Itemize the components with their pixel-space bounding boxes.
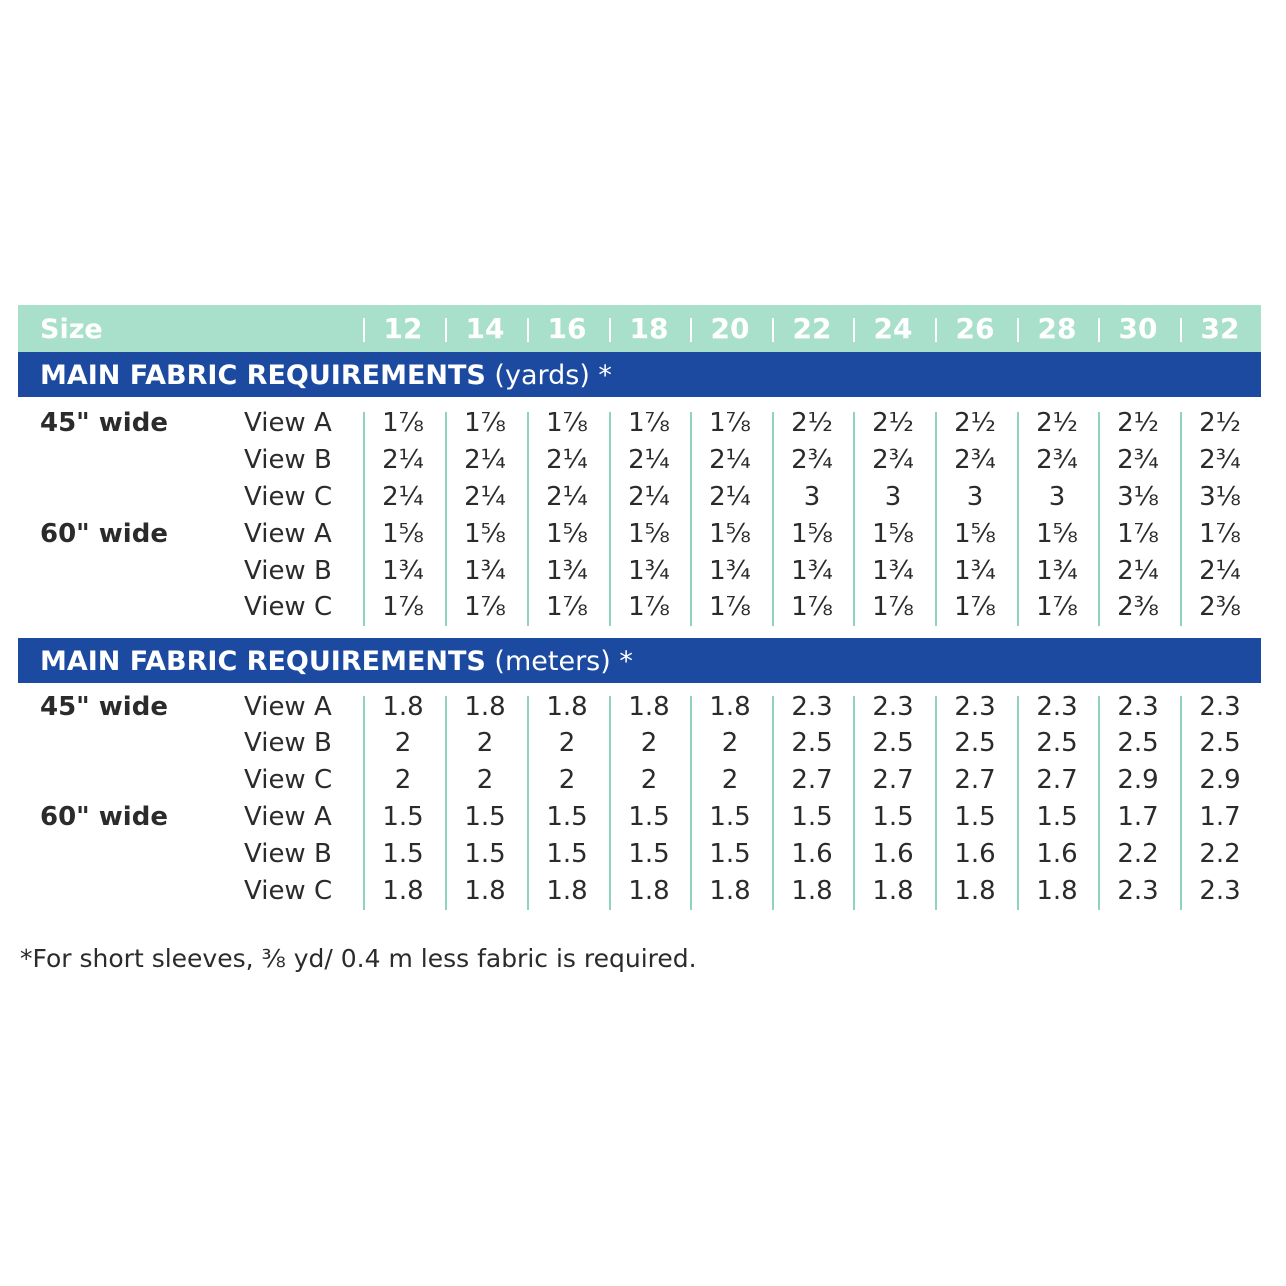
table-cell: 2.7 bbox=[872, 765, 914, 795]
size-header-24: 24 bbox=[873, 312, 913, 345]
table-cell: 1.8 bbox=[1036, 876, 1078, 906]
table-cell: 2¾ bbox=[1199, 445, 1241, 475]
table-cell: 1¾ bbox=[628, 556, 670, 586]
row-view-label: View B bbox=[244, 445, 332, 475]
table-cell: 1.5 bbox=[382, 839, 424, 869]
table-cell: 1.8 bbox=[382, 876, 424, 906]
table-cell: 1.5 bbox=[709, 839, 751, 869]
table-cell: 2¼ bbox=[628, 482, 670, 512]
row-view-label: View C bbox=[244, 876, 333, 906]
table-cell: 1.8 bbox=[709, 692, 751, 722]
table-cell: 1⅝ bbox=[1036, 519, 1078, 549]
table-cell: 2.7 bbox=[1036, 765, 1078, 795]
row-view-label: View B bbox=[244, 839, 332, 869]
table-cell: 2.5 bbox=[954, 728, 996, 758]
table-cell: 1.5 bbox=[546, 839, 588, 869]
table-cell: 2 bbox=[640, 728, 658, 758]
size-header-divider bbox=[1017, 318, 1019, 342]
table-cell: 1.8 bbox=[791, 876, 833, 906]
table-cell: 1.5 bbox=[464, 839, 506, 869]
table-cell: 2 bbox=[394, 765, 412, 795]
table-cell: 2.9 bbox=[1199, 765, 1241, 795]
table-cell: 1⅞ bbox=[872, 592, 914, 622]
table-cell: 3 bbox=[1048, 482, 1066, 512]
table-cell: 2.3 bbox=[954, 692, 996, 722]
size-header-22: 22 bbox=[792, 312, 832, 345]
table-cell: 1¾ bbox=[464, 556, 506, 586]
size-header-divider bbox=[1180, 318, 1182, 342]
size-header-16: 16 bbox=[547, 312, 587, 345]
table-cell: 1⅞ bbox=[1117, 519, 1159, 549]
size-header-28: 28 bbox=[1037, 312, 1077, 345]
table-cell: 2½ bbox=[872, 408, 914, 438]
size-header-30: 30 bbox=[1118, 312, 1158, 345]
table-cell: 1⅞ bbox=[382, 408, 424, 438]
table-cell: 1.8 bbox=[872, 876, 914, 906]
section-title-bold: MAIN FABRIC REQUIREMENTS bbox=[40, 646, 486, 677]
table-cell: 1⅞ bbox=[791, 592, 833, 622]
table-cell: 2¼ bbox=[709, 482, 751, 512]
footnote: *For short sleeves, ⅜ yd/ 0.4 m less fabric is required. bbox=[20, 944, 697, 973]
size-header-18: 18 bbox=[629, 312, 669, 345]
table-cell: 2½ bbox=[1199, 408, 1241, 438]
table-cell: 1¾ bbox=[1036, 556, 1078, 586]
table-cell: 1.8 bbox=[628, 692, 670, 722]
row-view-label: View B bbox=[244, 556, 332, 586]
table-cell: 2.7 bbox=[791, 765, 833, 795]
table-cell: 1⅞ bbox=[382, 592, 424, 622]
size-header-divider bbox=[690, 318, 692, 342]
table-cell: 1.8 bbox=[382, 692, 424, 722]
table-cell: 1⅞ bbox=[464, 408, 506, 438]
section-title bbox=[40, 646, 633, 677]
row-view-label: View C bbox=[244, 765, 333, 795]
row-group-label: 60" wide bbox=[40, 519, 168, 549]
table-cell: 2¼ bbox=[628, 445, 670, 475]
table-cell: 2.3 bbox=[1199, 876, 1241, 906]
table-cell: 1⅞ bbox=[709, 408, 751, 438]
table-cell: 2.3 bbox=[1117, 692, 1159, 722]
table-cell: 3 bbox=[884, 482, 902, 512]
table-cell: 1.8 bbox=[546, 692, 588, 722]
table-cell: 2.3 bbox=[1199, 692, 1241, 722]
table-cell: 1⅞ bbox=[1199, 519, 1241, 549]
size-header-20: 20 bbox=[710, 312, 750, 345]
table-cell: 1¾ bbox=[791, 556, 833, 586]
table-cell: 2 bbox=[476, 765, 494, 795]
table-cell: 2½ bbox=[1036, 408, 1078, 438]
size-header-14: 14 bbox=[465, 312, 505, 345]
size-header-divider bbox=[772, 318, 774, 342]
size-header-26: 26 bbox=[955, 312, 995, 345]
table-cell: 1.5 bbox=[382, 802, 424, 832]
table-cell: 1.7 bbox=[1117, 802, 1159, 832]
table-cell: 1⅝ bbox=[709, 519, 751, 549]
table-cell: 2.5 bbox=[872, 728, 914, 758]
section-title bbox=[40, 360, 612, 391]
table-cell: 2.7 bbox=[954, 765, 996, 795]
table-cell: 1⅝ bbox=[628, 519, 670, 549]
row-group-label: 45" wide bbox=[40, 408, 168, 438]
table-cell: 1¾ bbox=[872, 556, 914, 586]
table-cell: 2.5 bbox=[1199, 728, 1241, 758]
table-cell: 1⅝ bbox=[872, 519, 914, 549]
table-cell: 1⅞ bbox=[1036, 592, 1078, 622]
table-cell: 1.8 bbox=[628, 876, 670, 906]
table-cell: 2.3 bbox=[1117, 876, 1159, 906]
table-cell: 2 bbox=[476, 728, 494, 758]
table-cell: 3⅛ bbox=[1199, 482, 1241, 512]
table-cell: 2¼ bbox=[546, 482, 588, 512]
table-cell: 2¼ bbox=[464, 445, 506, 475]
table-cell: 1.5 bbox=[791, 802, 833, 832]
table-cell: 3 bbox=[803, 482, 821, 512]
table-cell: 1¾ bbox=[954, 556, 996, 586]
row-view-label: View A bbox=[244, 802, 332, 832]
table-cell: 1.8 bbox=[546, 876, 588, 906]
size-header-label: Size bbox=[40, 314, 103, 345]
table-cell: 2¾ bbox=[1036, 445, 1078, 475]
table-cell: 1¾ bbox=[709, 556, 751, 586]
row-group-label: 45" wide bbox=[40, 692, 168, 722]
table-cell: 1.5 bbox=[872, 802, 914, 832]
table-cell: 1⅞ bbox=[464, 592, 506, 622]
table-cell: 1.5 bbox=[954, 802, 996, 832]
row-group-label: 60" wide bbox=[40, 802, 168, 832]
table-cell: 1⅝ bbox=[791, 519, 833, 549]
table-cell: 1.5 bbox=[1036, 802, 1078, 832]
table-cell: 1.5 bbox=[709, 802, 751, 832]
table-cell: 2 bbox=[721, 765, 739, 795]
table-cell: 1⅞ bbox=[546, 592, 588, 622]
table-cell: 2¼ bbox=[382, 445, 424, 475]
table-cell: 1¾ bbox=[382, 556, 424, 586]
table-cell: 1.5 bbox=[546, 802, 588, 832]
table-cell: 2¼ bbox=[1199, 556, 1241, 586]
table-cell: 1⅝ bbox=[382, 519, 424, 549]
table-cell: 1⅝ bbox=[546, 519, 588, 549]
size-header-divider bbox=[445, 318, 447, 342]
row-view-label: View C bbox=[244, 482, 333, 512]
table-cell: 1.6 bbox=[872, 839, 914, 869]
size-header-divider bbox=[527, 318, 529, 342]
table-cell: 1⅝ bbox=[464, 519, 506, 549]
table-cell: 2.5 bbox=[1117, 728, 1159, 758]
size-header-divider bbox=[363, 318, 365, 342]
table-cell: 1.6 bbox=[954, 839, 996, 869]
table-cell: 2¼ bbox=[464, 482, 506, 512]
table-cell: 1.5 bbox=[628, 839, 670, 869]
row-view-label: View B bbox=[244, 728, 332, 758]
table-cell: 2½ bbox=[791, 408, 833, 438]
table-cell: 1.7 bbox=[1199, 802, 1241, 832]
table-cell: 1¾ bbox=[546, 556, 588, 586]
table-cell: 2.5 bbox=[1036, 728, 1078, 758]
table-cell: 2 bbox=[558, 728, 576, 758]
size-header-divider bbox=[1098, 318, 1100, 342]
table-cell: 1.6 bbox=[791, 839, 833, 869]
table-cell: 2¼ bbox=[709, 445, 751, 475]
size-header-32: 32 bbox=[1200, 312, 1240, 345]
table-cell: 2¾ bbox=[872, 445, 914, 475]
table-cell: 2¼ bbox=[546, 445, 588, 475]
table-cell: 1.8 bbox=[954, 876, 996, 906]
table-cell: 1⅞ bbox=[628, 592, 670, 622]
table-cell: 1.8 bbox=[464, 692, 506, 722]
table-cell: 1⅞ bbox=[709, 592, 751, 622]
table-cell: 2 bbox=[394, 728, 412, 758]
table-cell: 2½ bbox=[954, 408, 996, 438]
size-header-divider bbox=[853, 318, 855, 342]
table-cell: 2 bbox=[640, 765, 658, 795]
table-cell: 2 bbox=[558, 765, 576, 795]
row-view-label: View A bbox=[244, 519, 332, 549]
table-cell: 2¼ bbox=[382, 482, 424, 512]
table-cell: 2¾ bbox=[1117, 445, 1159, 475]
table-cell: 2.9 bbox=[1117, 765, 1159, 795]
row-view-label: View C bbox=[244, 592, 333, 622]
table-cell: 2.3 bbox=[791, 692, 833, 722]
table-cell: 1⅞ bbox=[546, 408, 588, 438]
table-cell: 2.2 bbox=[1117, 839, 1159, 869]
table-cell: 2½ bbox=[1117, 408, 1159, 438]
table-cell: 1⅞ bbox=[954, 592, 996, 622]
table-cell: 2¼ bbox=[1117, 556, 1159, 586]
table-cell: 2.3 bbox=[872, 692, 914, 722]
table-cell: 3⅛ bbox=[1117, 482, 1159, 512]
row-view-label: View A bbox=[244, 692, 332, 722]
size-header-12: 12 bbox=[383, 312, 423, 345]
table-cell: 3 bbox=[966, 482, 984, 512]
table-cell: 1.8 bbox=[464, 876, 506, 906]
table-cell: 1.5 bbox=[464, 802, 506, 832]
table-cell: 1.8 bbox=[709, 876, 751, 906]
table-cell: 1⅞ bbox=[628, 408, 670, 438]
section-title-unit: (meters) * bbox=[485, 646, 633, 677]
table-cell: 2.2 bbox=[1199, 839, 1241, 869]
row-view-label: View A bbox=[244, 408, 332, 438]
table-cell: 2 bbox=[721, 728, 739, 758]
table-cell: 2.5 bbox=[791, 728, 833, 758]
table-cell: 2¾ bbox=[791, 445, 833, 475]
section-title-bold: MAIN FABRIC REQUIREMENTS bbox=[40, 360, 486, 391]
table-cell: 1.6 bbox=[1036, 839, 1078, 869]
table-cell: 2.3 bbox=[1036, 692, 1078, 722]
size-header-divider bbox=[935, 318, 937, 342]
table-cell: 1⅝ bbox=[954, 519, 996, 549]
table-cell: 2⅜ bbox=[1199, 592, 1241, 622]
table-cell: 2¾ bbox=[954, 445, 996, 475]
table-cell: 2⅜ bbox=[1117, 592, 1159, 622]
table-cell: 1.5 bbox=[628, 802, 670, 832]
section-title-unit: (yards) * bbox=[485, 360, 612, 391]
size-header-divider bbox=[609, 318, 611, 342]
